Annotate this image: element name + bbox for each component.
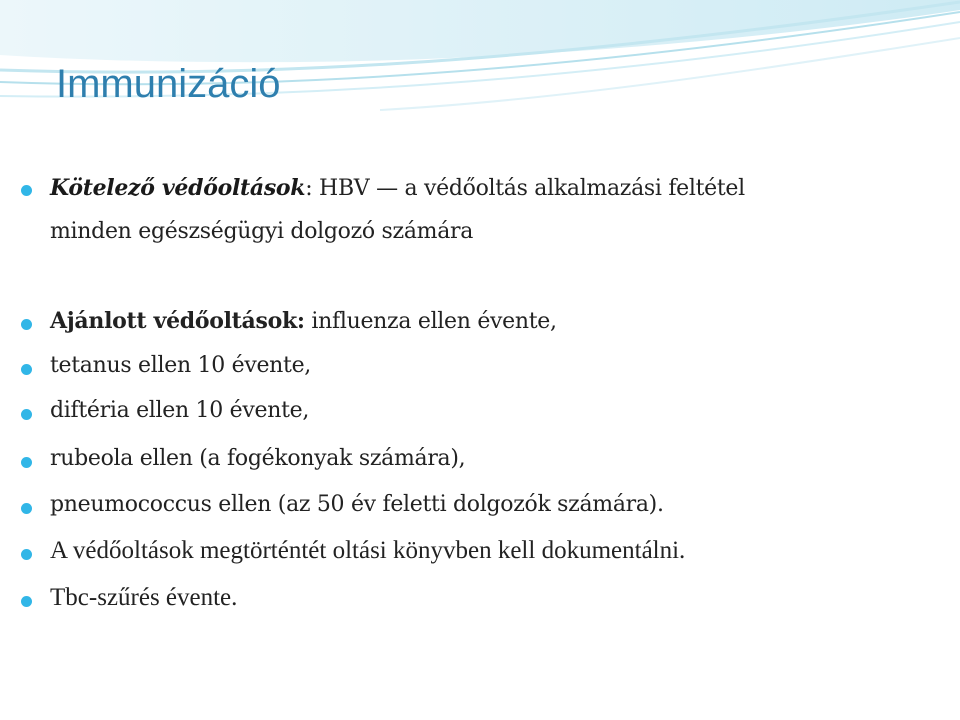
bullet-dot-icon (21, 319, 32, 330)
bullet-line: Tbc-szűrés évente. (50, 584, 238, 611)
mandatory-term: Kötelező védőoltások (50, 175, 306, 201)
bullet-line-continuation: minden egészségügyi dolgozó számára (50, 219, 474, 244)
bullet-line (50, 175, 745, 201)
recommended-term: Ajánlott védőoltások: (50, 308, 305, 334)
mandatory-rest: : HBV — a védőoltás alkalmazási feltétel (305, 176, 745, 201)
bullet-dot-icon (21, 503, 32, 514)
slide-title: Immunizáció (56, 62, 281, 106)
bullet-line: rubeola ellen (a fogékonyak számára), (50, 446, 466, 471)
bullet-dot-icon (21, 549, 32, 560)
bullet-dot-icon (21, 457, 32, 468)
bullet-line: diftéria ellen 10 évente, (50, 398, 310, 423)
bullet-line: pneumococcus ellen (az 50 év feletti dolgozók számára). (50, 492, 664, 517)
bullet-dot-icon (21, 596, 32, 607)
bullet-dot-icon (21, 409, 32, 420)
recommended-rest: influenza ellen évente, (304, 309, 557, 334)
bullet-dot-icon (21, 185, 32, 196)
bullet-line: tetanus ellen 10 évente, (50, 353, 311, 378)
bullet-dot-icon (21, 364, 32, 375)
bullet-line (50, 308, 557, 334)
bullet-line: A védőoltások megtörténtét oltási könyvben kell dokumentálni. (50, 537, 686, 564)
